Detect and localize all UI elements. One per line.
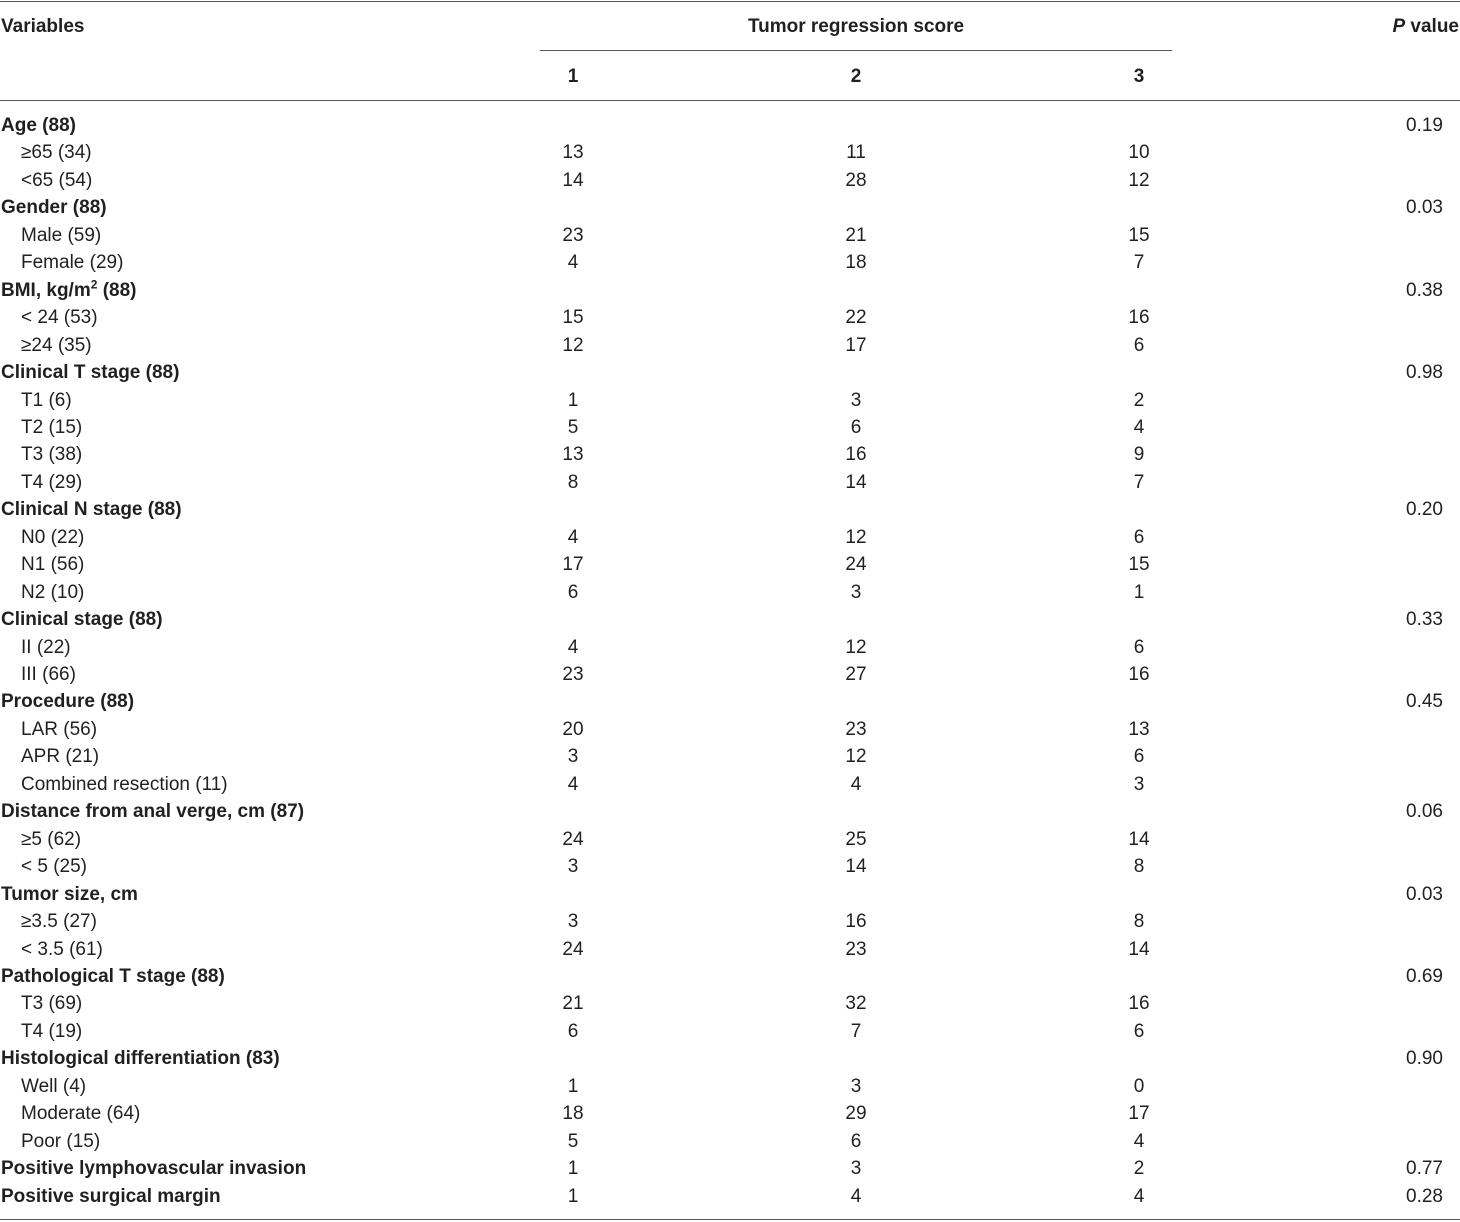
score-3-cell: 8 <box>1133 856 1145 878</box>
p-value-cell: 0.33 <box>1406 609 1443 631</box>
score-1-cell: 21 <box>562 993 584 1015</box>
table-row <box>0 1128 1460 1155</box>
header-p-italic: P <box>1392 16 1406 37</box>
score-2-cell: 21 <box>845 224 867 246</box>
row-label <box>21 853 87 880</box>
score-1-cell: 1 <box>567 1158 579 1180</box>
score-1-cell: 14 <box>562 169 584 191</box>
p-value-cell: 0.19 <box>1406 115 1443 136</box>
category-row <box>0 688 1460 715</box>
table-row <box>0 826 1460 853</box>
score-2-cell: 16 <box>845 911 867 933</box>
score-3-cell: 6 <box>1133 746 1145 768</box>
table-row <box>0 139 1460 166</box>
table-row <box>0 387 1460 414</box>
score-2-cell: 24 <box>845 554 867 576</box>
score-1-cell: 13 <box>562 444 584 466</box>
score-1-cell: 3 <box>567 856 579 878</box>
row-label-text: Histological differentiation (83) <box>1 1048 280 1070</box>
row-label <box>21 716 97 743</box>
score-1-cell: 4 <box>567 252 579 274</box>
p-value-cell: 0.69 <box>1406 965 1443 987</box>
p-value-cell: 0.77 <box>1406 1158 1443 1180</box>
row-label-text: Clinical N stage (88) <box>1 499 182 521</box>
score-3-cell: 6 <box>1133 334 1145 356</box>
row-label-text: < 5 (25) <box>21 856 88 878</box>
row-label <box>1 1045 280 1072</box>
score-1-cell: 17 <box>562 554 584 576</box>
score-2-cell: 23 <box>845 718 867 740</box>
score-1-cell: 23 <box>562 664 584 685</box>
row-label <box>21 1018 82 1045</box>
p-value-cell: 0.28 <box>1406 1185 1443 1207</box>
category-row <box>0 798 1460 825</box>
table-row <box>0 222 1460 249</box>
table-row <box>0 332 1460 359</box>
score-3-cell: 16 <box>1128 664 1150 685</box>
score-1-cell: 6 <box>567 1020 579 1042</box>
score-2-cell: 4 <box>850 773 862 795</box>
score-3-cell: 10 <box>1128 142 1150 164</box>
score-2-cell: 25 <box>845 828 867 850</box>
row-label <box>21 990 82 1017</box>
category-row <box>0 359 1460 386</box>
row-label <box>1 277 137 304</box>
score-1-cell: 3 <box>567 911 579 933</box>
table-row <box>0 551 1460 578</box>
score-3-cell: 17 <box>1128 1103 1150 1125</box>
row-label-text: Clinical T stage (88) <box>1 362 180 384</box>
row-label-text: < 24 (53) <box>21 307 98 329</box>
score-2-cell: 14 <box>845 856 867 878</box>
category-row <box>0 1155 1460 1182</box>
row-label-text: ≥24 (35) <box>21 334 92 356</box>
row-label <box>1 496 182 523</box>
row-label-text: N2 (10) <box>21 581 85 603</box>
p-value-cell: 0.03 <box>1406 197 1443 219</box>
category-row <box>0 194 1460 221</box>
row-label-text: <65 (54) <box>21 169 93 191</box>
score-2-cell: 17 <box>845 334 867 356</box>
score-3-cell: 0 <box>1133 1075 1145 1097</box>
row-label <box>21 249 123 276</box>
row-label <box>21 139 92 166</box>
table-row <box>0 414 1460 441</box>
row-label <box>21 579 84 606</box>
p-value-cell: 0.98 <box>1406 362 1443 384</box>
category-row <box>0 1183 1460 1210</box>
score-3-cell: 4 <box>1133 416 1145 438</box>
row-label-text: Male (59) <box>21 224 102 246</box>
score-1-cell: 15 <box>562 307 584 329</box>
row-label <box>21 908 97 935</box>
row-label <box>21 332 92 359</box>
table-row <box>0 853 1460 880</box>
category-row <box>0 963 1460 990</box>
p-value-cell: 0.38 <box>1406 279 1443 301</box>
score-3-cell: 7 <box>1133 471 1145 493</box>
score-2-cell: 12 <box>845 636 867 658</box>
score-2-cell: 18 <box>845 252 867 274</box>
row-label <box>1 606 163 633</box>
score-2-cell: 3 <box>850 1158 862 1180</box>
score-3-cell: 2 <box>1133 1158 1145 1180</box>
header-p-value <box>1392 16 1459 38</box>
row-label <box>21 826 81 853</box>
score-2-cell: 7 <box>850 1020 862 1042</box>
table-row <box>0 524 1460 551</box>
score-3-cell: 16 <box>1128 993 1150 1015</box>
row-label-text: II (22) <box>21 636 71 658</box>
score-1-cell: 8 <box>567 471 579 493</box>
score-1-cell: 5 <box>567 1130 579 1152</box>
header-group-title: Tumor regression score <box>747 16 965 37</box>
row-label <box>21 167 92 194</box>
score-3-cell: 6 <box>1133 1020 1145 1042</box>
table-row <box>0 990 1460 1017</box>
score-1-cell: 12 <box>562 334 584 356</box>
row-label-text: T2 (15) <box>21 416 83 438</box>
row-label <box>1 881 138 908</box>
row-label-text: T3 (38) <box>21 444 83 466</box>
score-1-cell: 23 <box>562 224 584 246</box>
score-2-cell: 6 <box>850 416 862 438</box>
score-1-cell: 5 <box>567 416 579 438</box>
score-1-cell: 6 <box>567 581 579 603</box>
row-label <box>21 222 101 249</box>
score-2-cell: 16 <box>845 444 867 466</box>
score-3-cell: 7 <box>1133 252 1145 274</box>
row-label <box>1 194 107 221</box>
score-3-cell: 15 <box>1128 224 1150 246</box>
score-2-cell: 3 <box>850 581 862 603</box>
table-row <box>0 1100 1460 1127</box>
score-3-cell: 14 <box>1128 828 1150 850</box>
row-label-text: Female (29) <box>21 252 124 274</box>
table-row <box>0 304 1460 331</box>
score-3-cell: 14 <box>1128 938 1150 960</box>
table-row <box>0 167 1460 194</box>
row-label <box>1 963 225 990</box>
row-label <box>21 743 99 770</box>
header-p-rest: value <box>1405 16 1459 37</box>
row-label-text: N1 (56) <box>21 554 85 576</box>
row-label-text: Clinical stage (88) <box>1 609 163 631</box>
row-label-text: LAR (56) <box>21 718 98 740</box>
row-label-suffix: (88) <box>97 279 137 301</box>
score-2-cell: 27 <box>845 664 867 685</box>
row-label <box>1 1155 306 1182</box>
p-value-cell: 0.45 <box>1406 691 1443 713</box>
score-2-cell: 6 <box>850 1130 862 1152</box>
score-2-cell: 23 <box>845 938 867 960</box>
row-label <box>21 414 82 441</box>
row-label-text: < 3.5 (61) <box>21 938 103 960</box>
score-3-cell: 15 <box>1128 554 1150 576</box>
score-1-cell: 4 <box>567 526 579 548</box>
row-label <box>21 304 98 331</box>
score-3-cell: 1 <box>1133 581 1145 603</box>
row-label <box>21 1100 140 1127</box>
row-label <box>21 771 228 798</box>
row-label <box>21 661 76 688</box>
score-2-cell: 11 <box>846 142 866 164</box>
row-label-text: ≥5 (62) <box>21 828 82 850</box>
row-label <box>21 1073 86 1100</box>
table-row <box>0 661 1460 688</box>
row-label-text: Well (4) <box>21 1075 87 1097</box>
score-1-cell: 13 <box>562 142 584 164</box>
p-value-cell: 0.90 <box>1406 1048 1443 1070</box>
row-label-text: Procedure (88) <box>1 691 135 713</box>
row-label <box>1 688 134 715</box>
row-label <box>21 1128 100 1155</box>
score-1-cell: 24 <box>562 828 584 850</box>
row-label-text: Positive lymphovascular invasion <box>1 1158 307 1180</box>
table-bottom-rule <box>0 1219 1460 1220</box>
row-label-text: APR (21) <box>21 746 100 768</box>
score-3-cell: 6 <box>1133 526 1145 548</box>
p-value-cell: 0.06 <box>1406 801 1443 823</box>
header-variables: Variables <box>1 16 85 37</box>
row-label-superscript: 2 <box>90 277 98 292</box>
score-1-cell: 4 <box>567 773 579 795</box>
row-label-text: ≥65 (34) <box>21 142 92 164</box>
row-label-text: Poor (15) <box>21 1130 101 1152</box>
p-value-cell: 0.20 <box>1406 499 1443 521</box>
header-bottom-rule <box>0 100 1460 101</box>
row-label-text: Age (88) <box>1 115 76 136</box>
score-3-cell: 4 <box>1133 1185 1145 1207</box>
row-label <box>21 387 72 414</box>
score-3-cell: 8 <box>1133 911 1145 933</box>
score-1-cell: 18 <box>562 1103 584 1125</box>
score-2-cell: 14 <box>845 471 867 493</box>
row-label-text: III (66) <box>21 664 76 685</box>
row-label-text: Tumor size, cm <box>1 883 138 905</box>
score-2-cell: 12 <box>845 746 867 768</box>
score-3-cell: 12 <box>1128 169 1150 191</box>
score-3-cell: 3 <box>1133 773 1145 795</box>
header-col-2: 2 <box>850 66 862 87</box>
row-label-text: BMI, kg/m <box>1 279 91 301</box>
score-1-cell: 20 <box>562 718 584 740</box>
row-label <box>1 1183 221 1210</box>
row-label-text: Distance from anal verge, cm (87) <box>1 801 305 823</box>
score-1-cell: 1 <box>567 1075 579 1097</box>
category-row <box>0 277 1460 304</box>
score-3-cell: 16 <box>1128 307 1150 329</box>
score-2-cell: 29 <box>845 1103 867 1125</box>
score-3-cell: 6 <box>1133 636 1145 658</box>
table-row <box>0 743 1460 770</box>
table-row <box>0 716 1460 743</box>
row-label <box>1 798 304 825</box>
score-1-cell: 1 <box>567 389 579 411</box>
row-label-text: Combined resection (11) <box>21 773 228 795</box>
row-label-text: Pathological T stage (88) <box>1 965 225 987</box>
score-1-cell: 4 <box>567 636 579 658</box>
group-underline <box>540 50 1172 51</box>
row-label <box>21 441 82 468</box>
score-2-cell: 4 <box>850 1185 862 1207</box>
category-row <box>0 496 1460 523</box>
category-row <box>0 112 1460 139</box>
score-3-cell: 9 <box>1133 444 1145 466</box>
score-3-cell: 13 <box>1128 718 1150 740</box>
row-label <box>21 936 103 963</box>
row-label <box>1 112 76 139</box>
table-row <box>0 1073 1460 1100</box>
table-top-rule <box>0 1 1460 2</box>
score-1-cell: 3 <box>567 746 579 768</box>
table-row <box>0 771 1460 798</box>
row-label <box>1 359 179 386</box>
row-label <box>21 469 82 496</box>
row-label <box>21 524 84 551</box>
table-row <box>0 1018 1460 1045</box>
row-label-text: Positive surgical margin <box>1 1185 221 1207</box>
score-2-cell: 3 <box>850 1075 862 1097</box>
table-row <box>0 908 1460 935</box>
row-label-text: T1 (6) <box>21 389 72 411</box>
p-value-cell: 0.03 <box>1406 883 1443 905</box>
score-1-cell: 24 <box>562 938 584 960</box>
score-2-cell: 28 <box>845 169 867 191</box>
category-row <box>0 606 1460 633</box>
header-col-1: 1 <box>567 66 579 87</box>
score-3-cell: 4 <box>1133 1130 1145 1152</box>
score-3-cell: 2 <box>1133 389 1145 411</box>
row-label-text: Gender (88) <box>1 197 107 219</box>
row-label-text: T4 (29) <box>21 471 83 493</box>
table-row <box>0 469 1460 496</box>
score-2-cell: 12 <box>845 526 867 548</box>
table-row <box>0 579 1460 606</box>
row-label-text: Moderate (64) <box>21 1103 141 1125</box>
score-2-cell: 32 <box>845 993 867 1015</box>
category-row <box>0 881 1460 908</box>
row-label-text: N0 (22) <box>21 526 85 548</box>
table-row <box>0 634 1460 661</box>
table-row <box>0 249 1460 276</box>
row-label <box>21 551 84 578</box>
header-col-3: 3 <box>1133 66 1145 87</box>
score-2-cell: 3 <box>850 389 862 411</box>
category-row <box>0 1045 1460 1072</box>
table-row <box>0 441 1460 468</box>
score-1-cell: 1 <box>567 1185 579 1207</box>
table-row <box>0 936 1460 963</box>
row-label <box>21 634 71 661</box>
row-label-text: T3 (69) <box>21 993 83 1015</box>
row-label-text: ≥3.5 (27) <box>21 911 97 933</box>
row-label-text: T4 (19) <box>21 1020 83 1042</box>
score-2-cell: 22 <box>845 307 867 329</box>
